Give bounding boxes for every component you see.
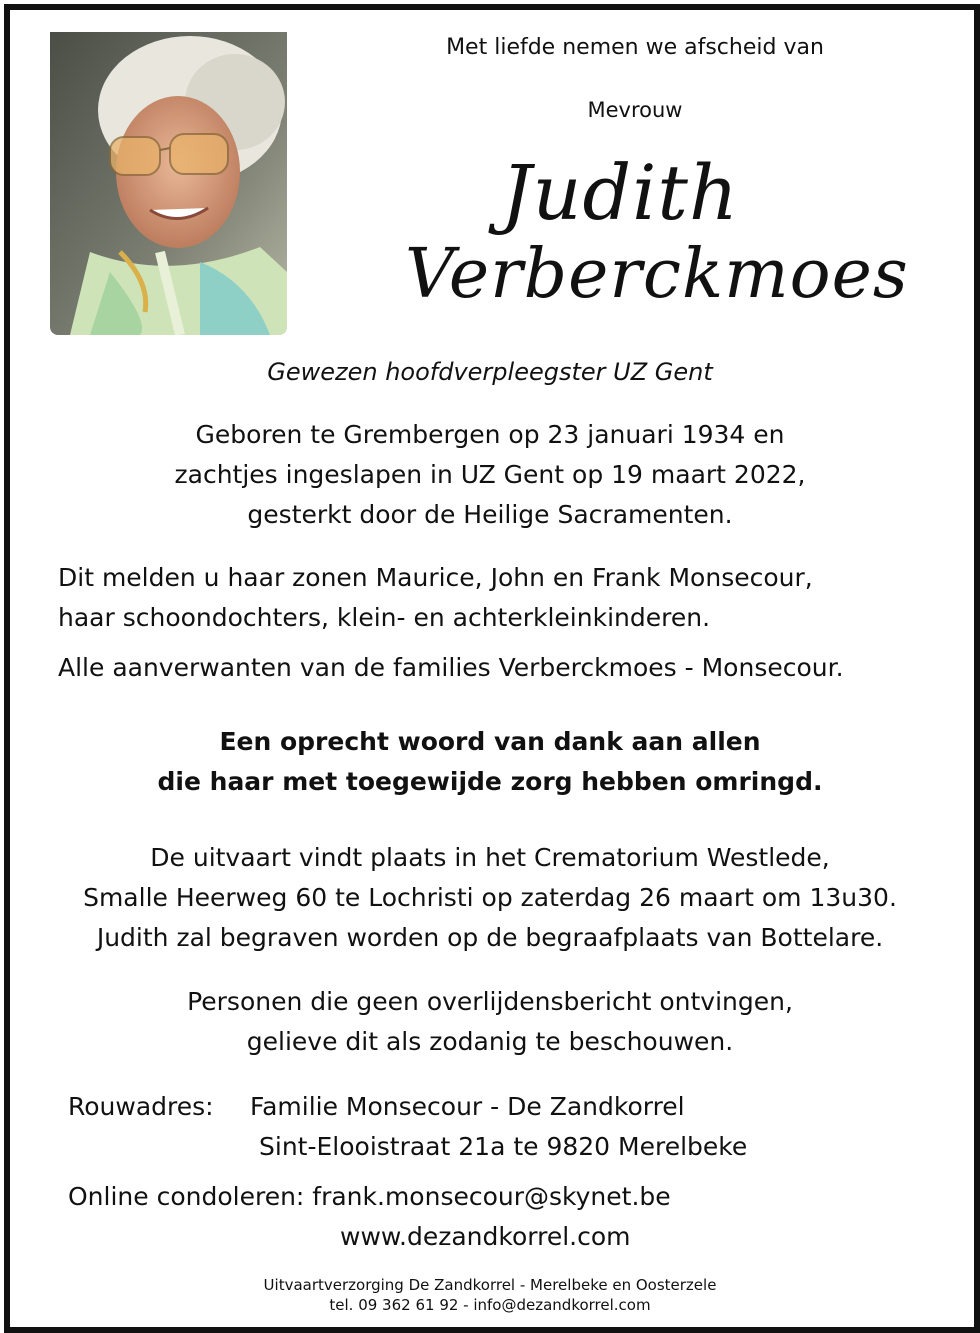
notice-section	[40, 982, 940, 1062]
birth-line-3: gesterkt door de Heilige Sacramenten.	[247, 500, 733, 529]
footer-line-1: Uitvaartverzorging De Zandkorrel - Merelbeke en Oosterzele	[263, 1276, 717, 1294]
funeral-line-3: Judith zal begraven worden op de begraafplaats van Bottelare.	[96, 923, 884, 952]
last-name: Verberckmoes	[405, 235, 909, 314]
birth-line-2: zachtjes ingeslapen in UZ Gent op 19 maart 2022,	[174, 460, 806, 489]
address-line-2: Sint-Elooistraat 21a te 9820 Merelbeke	[259, 1132, 748, 1161]
notice-line-1: Personen die geen overlijdensbericht ontvingen,	[187, 987, 793, 1016]
portrait-illustration	[50, 32, 287, 335]
family-section	[58, 558, 958, 688]
address-line-1: Familie Monsecour - De Zandkorrel	[250, 1092, 685, 1121]
online-condolence: Online condoleren: frank.monsecour@skynet.be	[68, 1182, 671, 1211]
birth-section	[40, 415, 940, 535]
notice-line-2: gelieve dit als zodanig te beschouwen.	[246, 1027, 734, 1056]
family-line-3: Alle aanverwanten van de families Verberckmoes - Monsecour.	[58, 653, 844, 682]
footer-line-2: tel. 09 362 61 92 - info@dezandkorrel.com	[329, 1296, 651, 1314]
footer	[40, 1275, 940, 1315]
thanks-section	[40, 722, 940, 802]
website-link[interactable]: www.dezandkorrel.com	[340, 1222, 631, 1251]
first-name: Judith	[501, 148, 739, 237]
funeral-line-2: Smalle Heerweg 60 te Lochristi op zaterdag 26 maart om 13u30.	[83, 883, 897, 912]
portrait-photo	[50, 32, 287, 335]
thanks-line-1: Een oprecht woord van dank aan allen	[219, 727, 761, 756]
family-line-1: Dit melden u haar zonen Maurice, John en Frank Monsecour,	[58, 563, 813, 592]
honorific: Mevrouw	[587, 98, 683, 122]
thanks-line-2: die haar met toegewijde zorg hebben omringd.	[157, 767, 823, 796]
funeral-line-1: De uitvaart vindt plaats in het Crematorium Westlede,	[150, 843, 830, 872]
funeral-section	[40, 838, 940, 958]
birth-line-1: Geboren te Grembergen op 23 januari 1934 en	[195, 420, 785, 449]
address-label: Rouwadres:	[68, 1092, 214, 1121]
profession: Gewezen hoofdverpleegster UZ Gent	[267, 358, 713, 386]
family-line-2: haar schoondochters, klein- en achterkleinkinderen.	[58, 603, 711, 632]
intro-text: Met liefde nemen we afscheid van	[446, 35, 824, 60]
